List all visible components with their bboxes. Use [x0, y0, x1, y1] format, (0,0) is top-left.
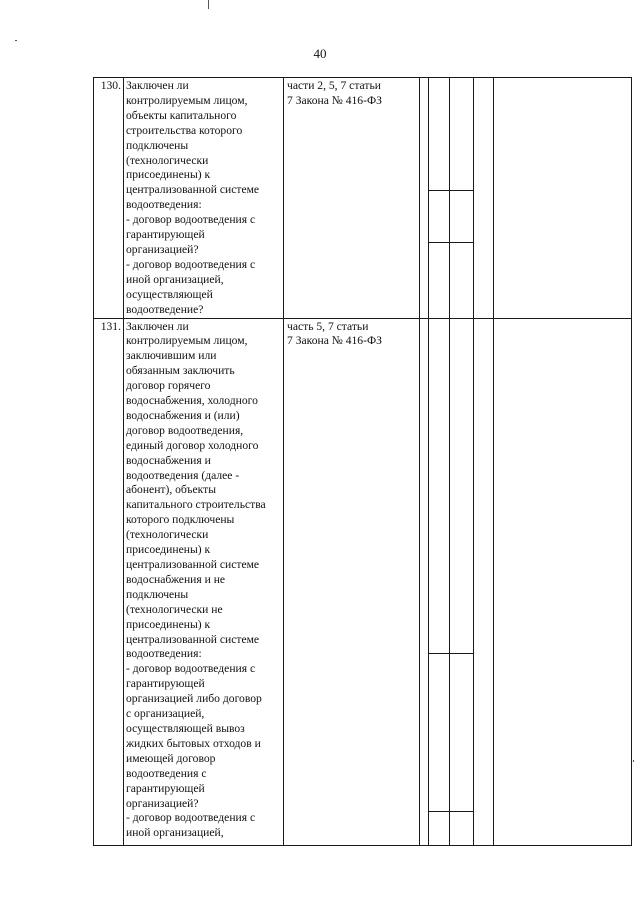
- page-number: 40: [313, 46, 327, 61]
- question-line: строительства которого: [126, 123, 243, 137]
- question-line: обязанным заключить: [126, 364, 235, 378]
- row-number: 130.: [94, 78, 124, 319]
- answer-cell: [474, 318, 494, 845]
- question-line: водоснабжения и не: [126, 572, 226, 586]
- question-cell: [124, 318, 284, 845]
- law-reference-line: части 2, 5, 7 статьи: [287, 79, 381, 92]
- question-line: (технологически: [126, 528, 209, 542]
- question-line: иной организацией,: [126, 272, 224, 286]
- answer-cell: [420, 78, 429, 319]
- cell-divider: [429, 78, 449, 191]
- cell-divider: [429, 190, 449, 243]
- cell-divider: [450, 653, 473, 812]
- question-line: подключены: [126, 587, 189, 601]
- question-line: заключившим или: [126, 349, 217, 363]
- question-line: водоснабжения и (или): [126, 408, 240, 422]
- answer-cell: [450, 318, 474, 845]
- question-line: договор горячего: [126, 379, 211, 393]
- question-line: - договор водоотведения с: [126, 662, 256, 676]
- table-row: [94, 78, 632, 319]
- question-line: водоотведение?: [126, 302, 204, 316]
- question-line: водоотведения с: [126, 766, 207, 780]
- question-line: водоотведения:: [126, 647, 202, 661]
- law-reference-line: часть 5, 7 статьи: [287, 319, 369, 333]
- question-line: - договор водоотведения с: [126, 811, 256, 825]
- question-line: (технологически не: [126, 602, 223, 616]
- question-line: водоснабжения, холодного: [126, 394, 258, 408]
- question-line: (технологически: [126, 153, 209, 167]
- question-line: иной организацией,: [126, 826, 224, 840]
- law-reference-cell: [284, 318, 420, 845]
- question-line: централизованной системе: [126, 183, 260, 197]
- answer-cell: [450, 78, 474, 319]
- question-line: которого подключены: [126, 513, 235, 527]
- question-line: имеющей договор: [126, 751, 216, 765]
- question-line: осуществляющей: [126, 287, 213, 301]
- question-line: подключены: [126, 138, 189, 152]
- cell-divider: [450, 319, 473, 654]
- question-line: гарантирующей: [126, 677, 205, 691]
- question-line: организацией?: [126, 242, 199, 256]
- question-line: - договор водоотведения с: [126, 257, 256, 271]
- question-line: - договор водоотведения с: [126, 213, 256, 227]
- answer-cell: [474, 78, 494, 319]
- cell-divider: [450, 78, 473, 191]
- question-line: контролируемым лицом,: [126, 93, 248, 107]
- question-line: присоединены) к: [126, 617, 211, 631]
- question-line: организацией?: [126, 796, 199, 810]
- question-line: осуществляющей вывоз: [126, 721, 245, 735]
- question-line: гарантирующей: [126, 228, 205, 242]
- law-reference-line: 7 Закона № 416-ФЗ: [287, 334, 382, 348]
- cell-divider: [429, 653, 449, 812]
- question-line: водоснабжения и: [126, 453, 211, 467]
- question-line: гарантирующей: [126, 781, 205, 795]
- question-line: Заключен ли: [126, 319, 189, 333]
- question-line: единый договор холодного: [126, 438, 259, 452]
- question-line: капитального строительства: [126, 498, 266, 512]
- question-line: с организацией,: [126, 707, 205, 721]
- question-line: Заключен ли: [126, 79, 189, 92]
- question-line: водоотведения:: [126, 198, 202, 212]
- scan-mark: [208, 0, 209, 9]
- question-line: присоединены) к: [126, 168, 211, 182]
- answer-cell: [429, 318, 450, 845]
- answer-cell: [420, 318, 429, 845]
- law-reference-line: 7 Закона № 416-ФЗ: [287, 93, 382, 107]
- question-line: договор водоотведения,: [126, 423, 244, 437]
- answer-cell: [429, 78, 450, 319]
- question-line: присоединены) к: [126, 543, 211, 557]
- checklist-table: [93, 77, 632, 846]
- cell-divider: [450, 190, 473, 243]
- comment-cell: [494, 78, 632, 319]
- question-line: жидких бытовых отходов и: [126, 736, 261, 750]
- row-number: 131.: [94, 318, 124, 845]
- scan-speck: [633, 760, 634, 762]
- scan-speck: [15, 40, 17, 41]
- question-line: контролируемым лицом,: [126, 334, 248, 348]
- cell-divider: [429, 319, 449, 654]
- table-row: [94, 318, 632, 845]
- comment-cell: [494, 318, 632, 845]
- question-line: централизованной системе: [126, 558, 260, 571]
- question-line: централизованной системе: [126, 632, 260, 646]
- question-line: абонент), объекты: [126, 483, 217, 497]
- law-reference-cell: [284, 78, 420, 319]
- question-line: водоотведения (далее -: [126, 468, 240, 482]
- question-line: организацией либо договор: [126, 692, 262, 706]
- question-cell: [124, 78, 284, 319]
- question-line: объекты капитального: [126, 108, 237, 122]
